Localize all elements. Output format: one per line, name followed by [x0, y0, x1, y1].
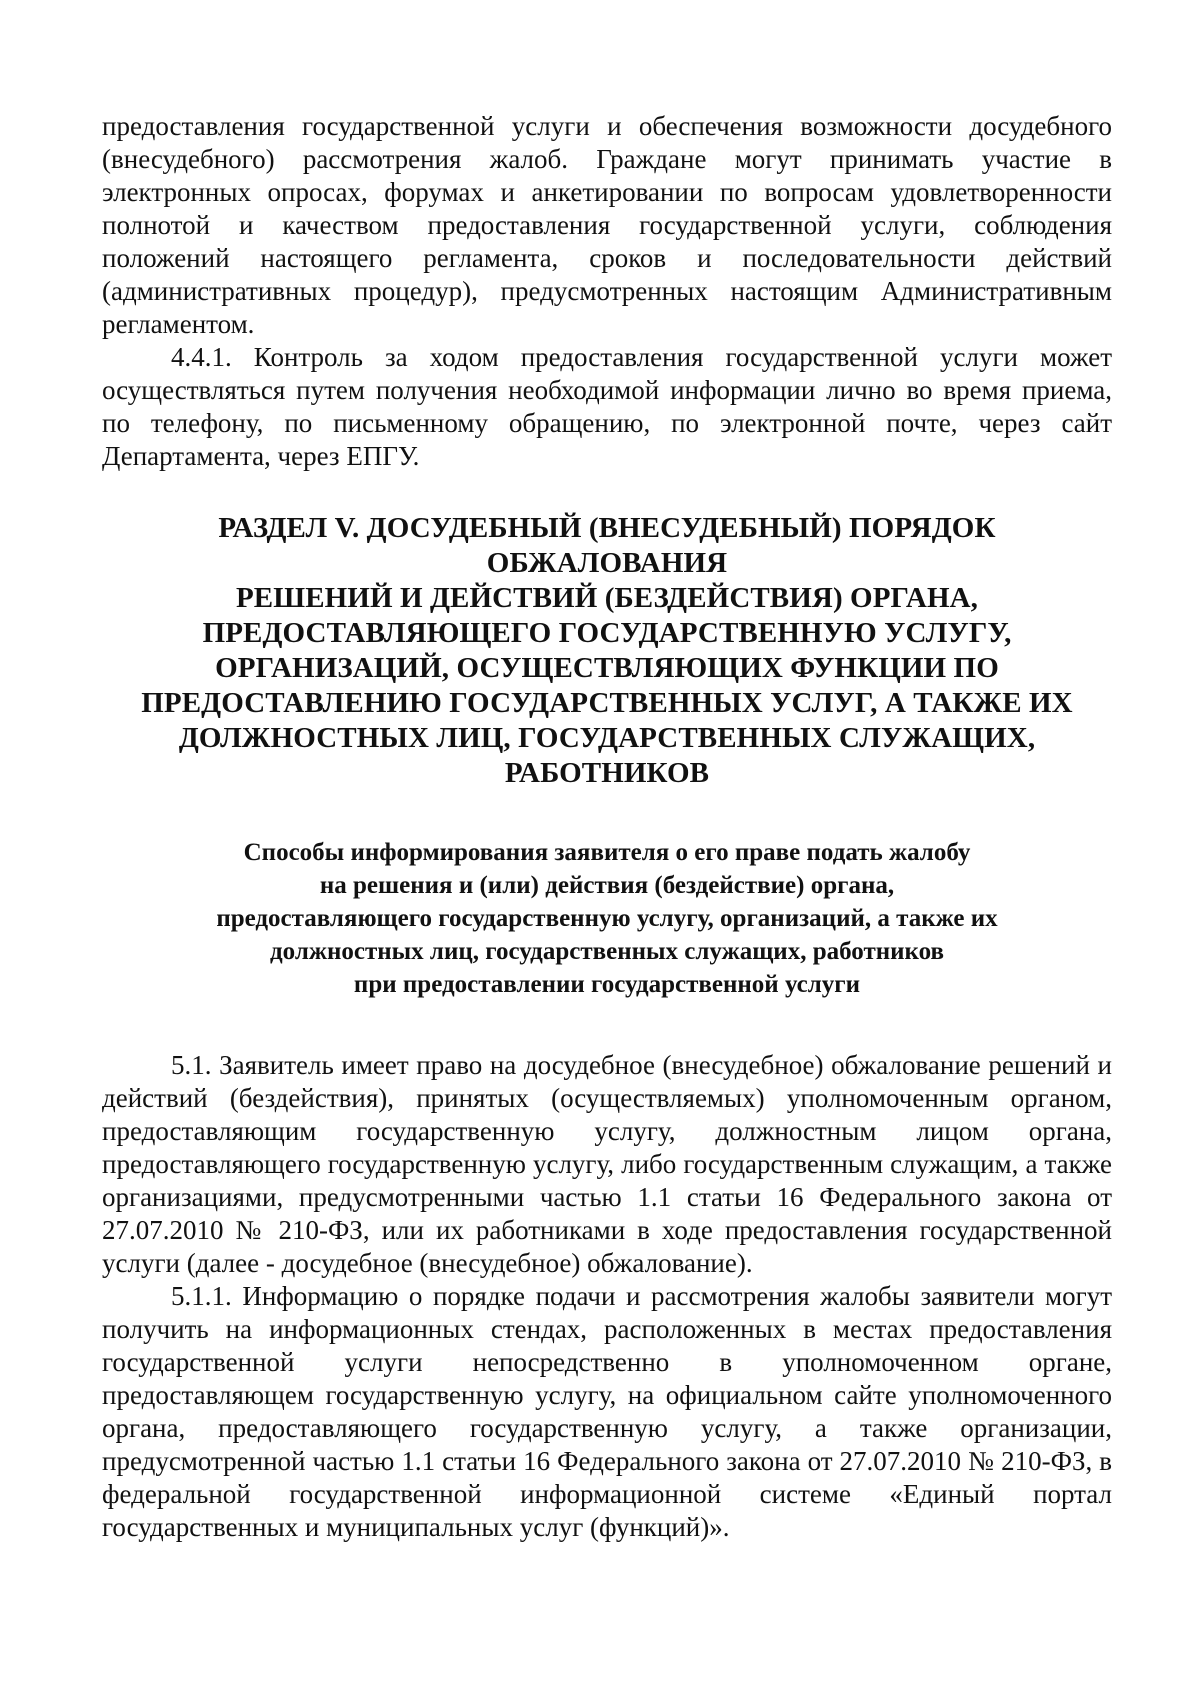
paragraph-5-1: 5.1. Заявитель имеет право на досудебное (внесудебное) обжалование решений и действий (бездействия), принятых (осуществляемых) уполномоченным органом, предоставляющим государственную услугу, должностным лицом органа, предоставляющего государственную услугу, либо государственным служащим, а также организациями, предусмотренными частью 1.1 статьи 16 Федерального закона от 27.07.2010 № 210-ФЗ, или их работниками в ходе предоставления государственной услуги (далее - досудебное (внесудебное) обжалование). [102, 1050, 1112, 1278]
subsection-title-line: предоставляющего государственную услугу, организаций, а также их [216, 905, 998, 932]
document-content [102, 110, 1112, 1544]
section-title-line: ПРЕДОСТАВЛЕНИЮ ГОСУДАРСТВЕННЫХ УСЛУГ, А ТАКЖЕ ИХ [141, 687, 1073, 719]
paragraph-4-4-1: 4.4.1. Контроль за ходом предоставления государственной услуги может осуществляться путем получения необходимой информации лично во время приема, по телефону, по письменному обращению, по электронной почте, через сайт Департамента, через ЕПГУ. [102, 342, 1112, 471]
section-title-line: РАЗДЕЛ V. ДОСУДЕБНЫЙ (ВНЕСУДЕБНЫЙ) ПОРЯДОК ОБЖАЛОВАНИЯ [218, 512, 996, 579]
paragraph-5-1-1: 5.1.1. Информацию о порядке подачи и рассмотрения жалобы заявители могут получить на информационных стендах, расположенных в местах предоставления государственной услуги непосредственно в уполномоченном органе, предоставляющем государственную услугу, на официальном сайте уполномоченного органа, предоставляющего государственную услугу, а также организации, предусмотренной частью 1.1 статьи 16 Федерального закона от 27.07.2010 № 210-ФЗ, в федеральной государственной информационной системе «Единый портал государственных и муниципальных услуг (функций)». [102, 1281, 1112, 1542]
intro-paragraph: предоставления государственной услуги и обеспечения возможности досудебного (внесудебного) рассмотрения жалоб. Граждане могут принимать участие в электронных опросах, форумах и анкетировании по вопросам удовлетворенности полнотой и качеством предоставления государственной услуги, соблюдения положений настоящего регламента, сроков и последовательности действий (административных процедур), предусмотренных настоящим Административным регламентом. [102, 111, 1112, 339]
subsection-title-line: Способы информирования заявителя о его праве подать жалобу [243, 839, 971, 866]
section-body [102, 1049, 1112, 1544]
section-title [102, 511, 1112, 791]
subsection-title [177, 836, 1037, 1001]
subsection-title-line: на решения и (или) действия (бездействие) органа, [319, 872, 895, 899]
section-title-line: РАБОТНИКОВ [504, 757, 710, 789]
subsection-title-line: при предоставлении государственной услуги [353, 971, 861, 998]
section-title-line: РЕШЕНИЙ И ДЕЙСТВИЙ (БЕЗДЕЙСТВИЯ) ОРГАНА, [235, 582, 979, 614]
section-title-line: ДОЛЖНОСТНЫХ ЛИЦ, ГОСУДАРСТВЕННЫХ СЛУЖАЩИХ, [178, 722, 1036, 754]
section-title-line: ОРГАНИЗАЦИЙ, ОСУЩЕСТВЛЯЮЩИХ ФУНКЦИИ ПО [215, 652, 999, 684]
section-title-line: ПРЕДОСТАВЛЯЮЩЕГО ГОСУДАРСТВЕННУЮ УСЛУГУ, [202, 617, 1012, 649]
subsection-title-line: должностных лиц, государственных служащих, работников [270, 938, 944, 965]
